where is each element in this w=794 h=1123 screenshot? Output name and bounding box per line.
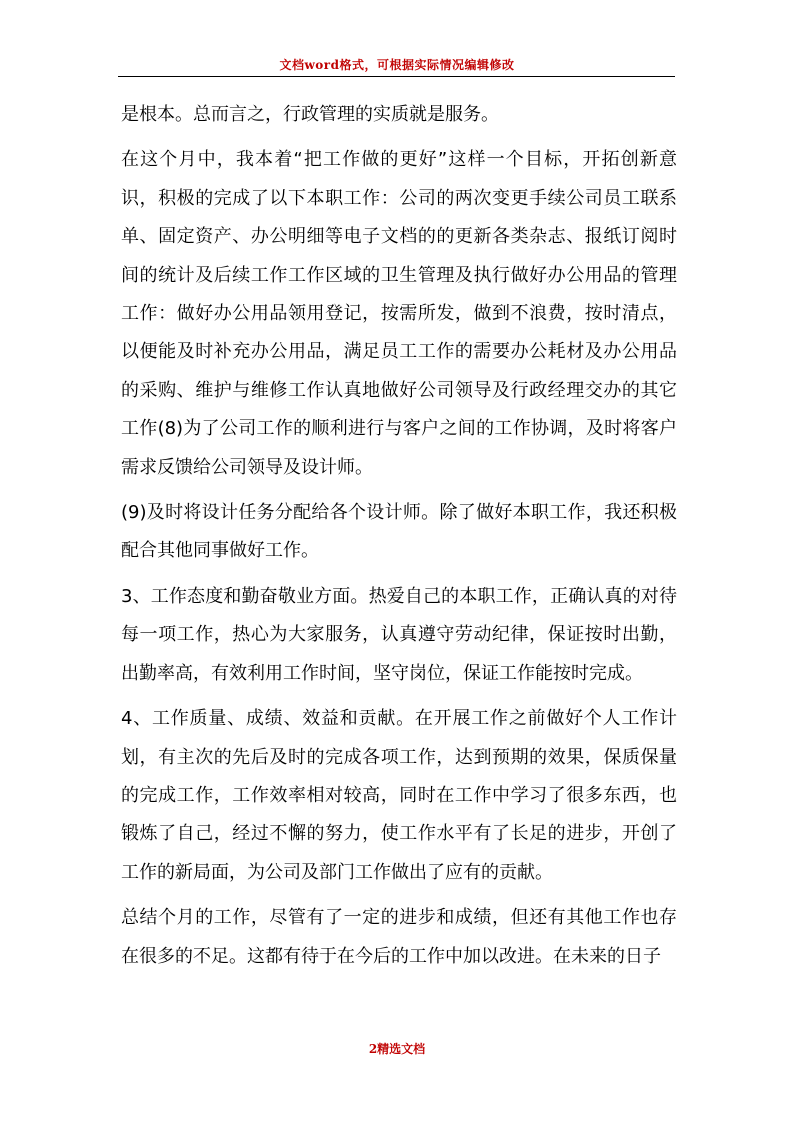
paragraph: 总结个月的工作，尽管有了一定的进步和成绩，但还有其他工作也存在很多的不足。这都有待于在今后的工作中加以改进。在未来的日子: [121, 907, 677, 967]
page-header: 文档word格式，可根据实际情况编辑修改: [279, 58, 515, 72]
paragraph: (9)及时将设计任务分配给各个设计师。除了做好本职工作，我还积极配合其他同事做好工作。: [121, 502, 677, 562]
paragraph: 3、工作态度和勤奋敬业方面。热爱自己的本职工作，正确认真的对待每一项工作，热心为大家服务，认真遵守劳动纪律，保证按时出勤，出勤率高，有效利用工作时间，坚守岗位，保证工作能按时完成。: [121, 585, 677, 684]
page-footer: 2精选文档: [368, 1042, 426, 1056]
paragraph: 是根本。总而言之，行政管理的实质就是服务。: [121, 104, 499, 125]
header-divider: [118, 76, 675, 77]
paragraph: 4、工作质量、成绩、效益和贡献。在开展工作之前做好个人工作计划，有主次的先后及时的完成各项工作，达到预期的效果，保质保量的完成工作，工作效率相对较高，同时在工作中学习了很多东西，也锻炼了自己，经过不懈的努力，使工作水平有了长足的进步，开创了工作的新局面，为公司及部门工作做出了应有的贡献。: [121, 708, 677, 883]
paragraph: 在这个月中，我本着“把工作做的更好”这样一个目标，开拓创新意识，积极的完成了以下本职工作：公司的两次变更手续公司员工联系单、固定资产、办公明细等电子文档的的更新各类杂志、报纸订阅时间的统计及后续工作工作区域的卫生管理及执行做好办公用品的管理工作：做好办公用品领用登记，按需所发，做到不浪费，按时清点，以便能及时补充办公用品，满足员工工作的需要办公耗材及办公用品的采购、维护与维修工作认真地做好公司领导及行政经理交办的其它工作(8)为了公司工作的顺利进行与客户之间的工作协调，及时将客户需求反馈给公司领导及设计师。: [121, 149, 677, 478]
document-body: [121, 96, 677, 983]
